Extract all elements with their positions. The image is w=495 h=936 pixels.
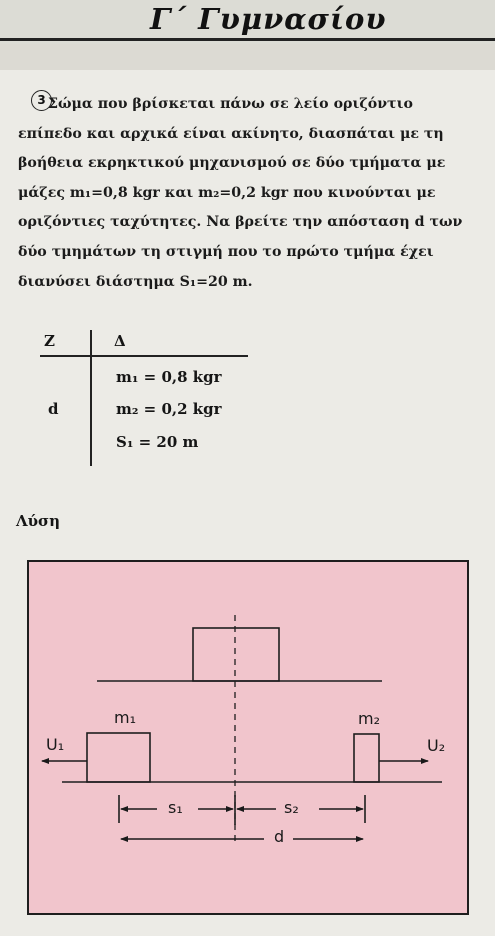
bleed-strip	[0, 44, 495, 70]
problem-number: 3	[31, 90, 52, 111]
figure-drawing	[22, 555, 474, 920]
solution-figure	[22, 555, 474, 920]
label-m1: m₁	[114, 708, 136, 727]
table-header-d: Δ	[114, 332, 126, 350]
label-u2: U₂	[427, 736, 446, 755]
table-header-z: Ζ	[44, 332, 55, 350]
header-rule	[0, 38, 495, 41]
problem-line: Σώμα που βρίσκεται πάνω σε λείο οριζόντιο	[48, 96, 413, 112]
table-given-value: S₁ = 20 m	[116, 433, 199, 451]
page-title: Γ΄ Γυμνασίου	[150, 2, 387, 36]
label-u1: U₁	[46, 735, 65, 754]
table-given-value: m₂ = 0,2 kgr	[116, 400, 222, 418]
solution-heading: Λύση	[16, 512, 61, 530]
figure-frame	[28, 561, 468, 914]
problem-line: επίπεδο και αρχικά είναι ακίνητο, διασπάται με τη	[18, 125, 444, 142]
table-divider-vertical	[90, 330, 92, 466]
table-unknown: d	[48, 400, 59, 418]
problem-line: διανύσει διάστημα S₁=20 m.	[18, 273, 253, 290]
problem-line: οριζόντιες ταχύτητες. Να βρείτε την απόσταση d των	[18, 214, 463, 231]
problem-line: μάζες m₁=0,8 kgr και m₂=0,2 kgr που κινούνται με	[18, 184, 436, 201]
label-m2: m₂	[358, 709, 380, 728]
given-table	[30, 330, 260, 470]
label-s1: s₁	[168, 798, 183, 817]
label-s2: s₂	[284, 798, 299, 817]
problem-line: δύο τμημάτων τη στιγμή που το πρώτο τμήμα έχει	[18, 243, 434, 260]
table-given-value: m₁ = 0,8 kgr	[116, 368, 222, 386]
label-d: d	[274, 827, 285, 846]
table-divider-horizontal	[40, 355, 248, 357]
problem-line: βοήθεια εκρηκτικού μηχανισμού σε δύο τμήματα με	[18, 155, 446, 172]
problem-text	[18, 90, 482, 297]
